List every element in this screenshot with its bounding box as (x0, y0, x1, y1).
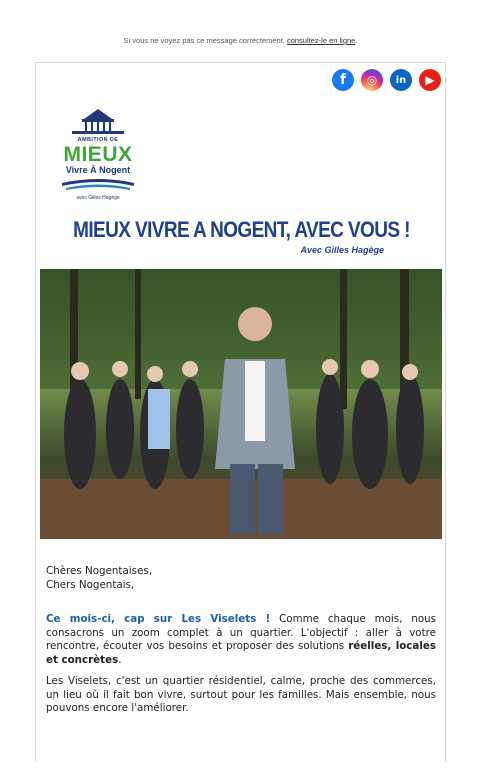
linkedin-icon[interactable]: in (390, 69, 412, 91)
paragraph-1-highlight: Ce mois-ci, cap sur Les Viselets ! (46, 613, 271, 625)
preheader (0, 36, 481, 45)
facebook-icon[interactable]: f (332, 69, 354, 91)
paragraph-2: Les Viselets, c'est un quartier résidentiel, calme, proche des commerces, un lieu où il fait bon vivre, surtout pour les familles. Mais ensemble, nous pouvons encore l'améliorer. (46, 675, 436, 714)
page-title: MIEUX VIVRE A NOGENT, AVEC VOUS ! (73, 218, 410, 243)
preheader-end: . (355, 36, 358, 45)
logo-mieux-text: MIEUX (63, 143, 133, 166)
wave-icon (58, 177, 138, 193)
paragraph-1-bold: réelles, locales et concrètes (46, 640, 437, 666)
paragraph-1 (46, 613, 436, 667)
greeting-line-2: Chers Nogentais, (46, 578, 135, 591)
social-links (332, 69, 441, 91)
page-subtitle: Avec Gilles Hagège (300, 245, 384, 255)
youtube-icon[interactable]: ▶ (419, 69, 441, 91)
paragraph-1-text: Comme chaque mois, nous consacrons un zoom complet à un quartier. L'objectif : aller à votre rencontre, écouter vos besoins et proposer des solutions (46, 613, 437, 652)
logo-vivre-text: Vivre À Nogent (65, 165, 131, 175)
greeting-line-1: Chères Nogentaises, (46, 565, 152, 577)
group-photo-illustration (40, 269, 442, 539)
newsletter-card (35, 62, 446, 762)
preheader-text: Si vous ne voyez pas ce message correctement, (123, 36, 287, 45)
pavilion-icon (58, 107, 138, 137)
view-online-link[interactable]: consultez-le en ligne (286, 36, 356, 45)
greeting (46, 565, 436, 592)
paragraph-1-end: . (118, 653, 122, 666)
instagram-icon[interactable]: ◎ (361, 69, 383, 91)
logo-ambition-text: AMBITION DE (77, 137, 119, 143)
logo-avec-text: avec Gilles Hagège (76, 195, 120, 201)
group-photo (40, 269, 442, 539)
campaign-logo (58, 107, 138, 199)
